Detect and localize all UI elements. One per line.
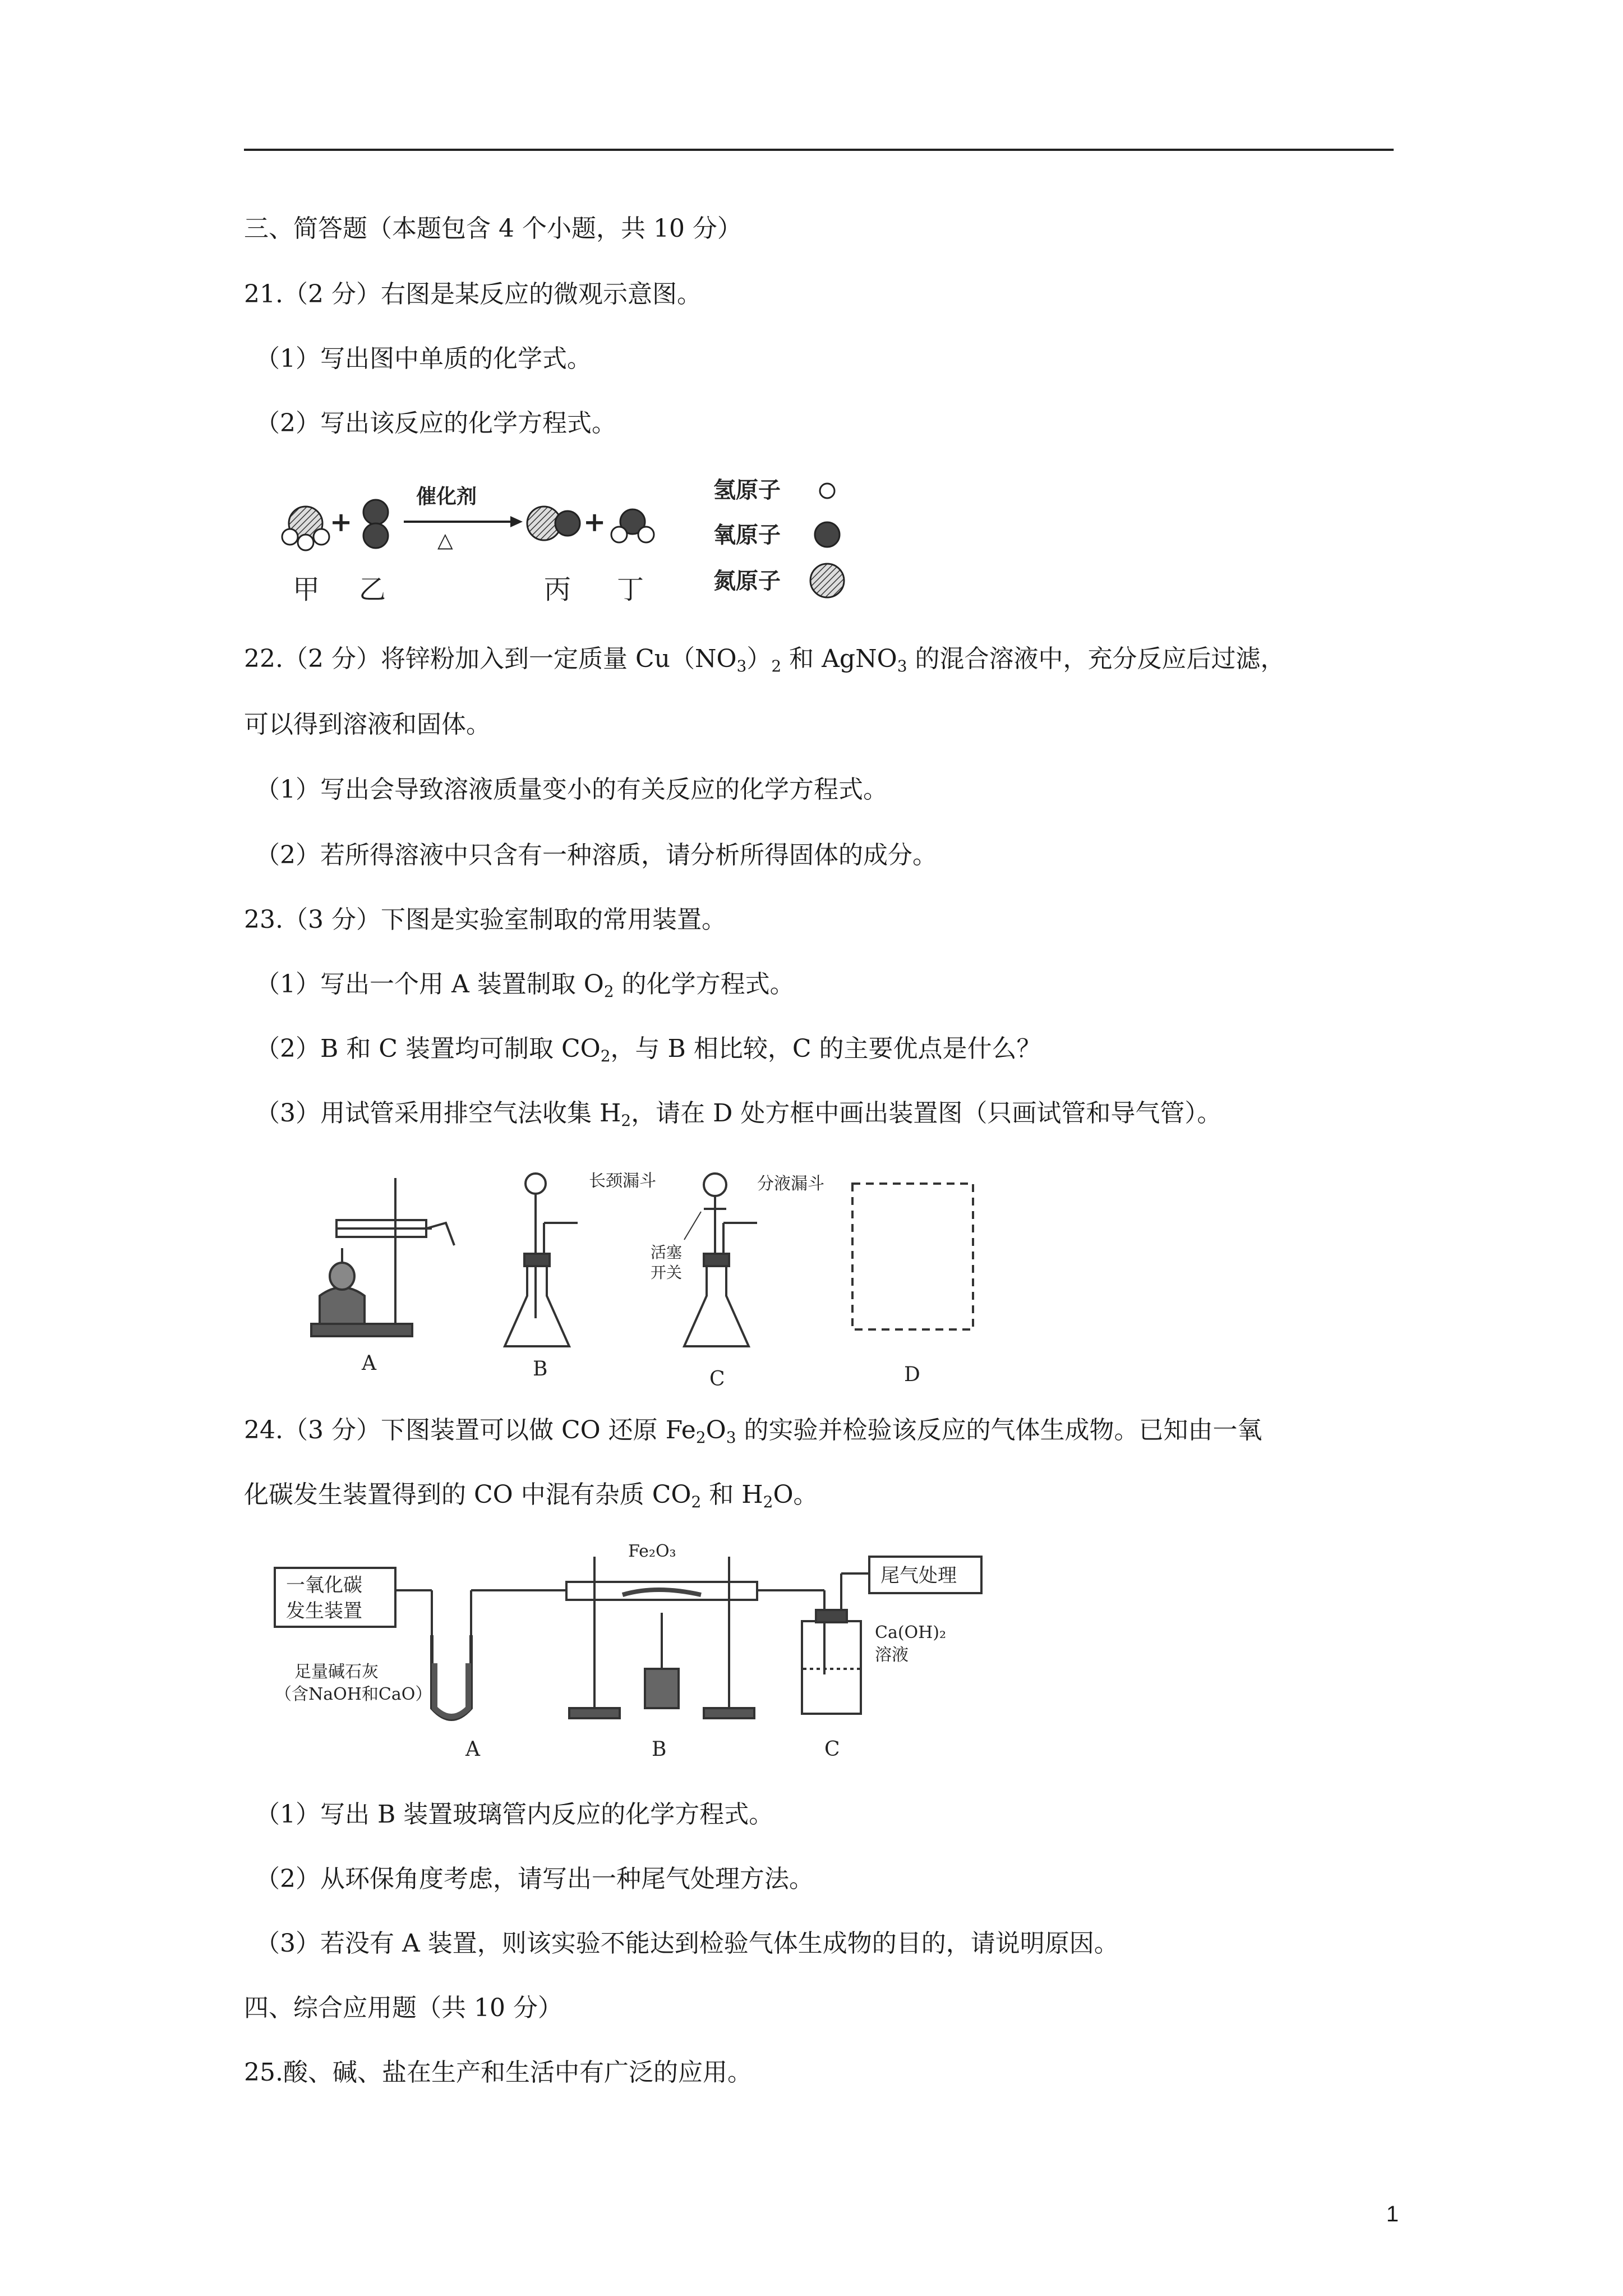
q23-part1: （1）写出一个用 A 装置制取 $O_2$ 的化学方程式。 [255, 970, 795, 1001]
legend-hydrogen: 氢原子 [713, 477, 781, 503]
q22-part2: （2）若所得溶液中只含有一种溶质，请分析所得固体的成分。 [255, 841, 937, 869]
soda-lime-label-2: （含NaOH和CaO） [275, 1685, 432, 1704]
fe2o3-label: Fe₂O₃ [628, 1542, 676, 1561]
label-ding: 丁 [617, 574, 644, 605]
legend-oxygen: 氧原子 [713, 522, 781, 548]
separatory-funnel-label: 分液漏斗 [757, 1174, 824, 1194]
q23-part2: （2）B 和 C 装置均可制取 $CO_2$，与 B 相比较，C 的主要优点是什么？ [255, 1034, 1041, 1065]
label-d: D [904, 1363, 920, 1386]
header-rule [244, 149, 1394, 151]
q23-apparatus-diagram [252, 1167, 1038, 1391]
catalyst-label: 催化剂 [416, 485, 477, 508]
label-c: C [824, 1738, 840, 1761]
label-c: C [709, 1368, 725, 1391]
label-b: B [652, 1738, 667, 1761]
apparatus-a [311, 1178, 454, 1336]
q21-part1: （1）写出图中单质的化学式。 [255, 344, 592, 373]
q24-part1: （1）写出 B 装置玻璃管内反应的化学方程式。 [255, 1800, 774, 1829]
q25-stem: 25.酸、碱、盐在生产和生活中有广泛的应用。 [244, 2058, 752, 2087]
legend-nitrogen: 氮原子 [713, 568, 781, 594]
q24-stem: 24.（3 分）下图装置可以做 CO 还原 $Fe_2O_3$ 的实验并检验该反应的气体生成物。已知由一氧 [244, 1416, 1262, 1447]
label-a: A [465, 1738, 480, 1761]
stopcock-label-1: 活塞 [651, 1243, 683, 1262]
section-3-heading: 三、简答题（本题包含 4 个小题，共 10 分） [244, 214, 742, 243]
molecule-yi [363, 500, 388, 548]
stopcock-label-2: 开关 [651, 1263, 683, 1282]
q24-stem-cont: 化碳发生装置得到的 CO 中混有杂质 $CO_2$ 和 $H_2O$。 [244, 1480, 818, 1511]
q22-stem: 22.（2 分）将锌粉加入到一定质量 $Cu(NO_3)_2$ 和 AgNO$_3$ 的混合溶液中，充分反应后过滤， [244, 645, 1285, 675]
label-yi: 乙 [359, 574, 386, 605]
q21-reaction-diagram [275, 468, 858, 614]
q21-part2: （2）写出该反应的化学方程式。 [255, 409, 616, 438]
tail-gas-label: 尾气处理 [880, 1565, 957, 1587]
page-number: 1 [1386, 2202, 1399, 2226]
molecule-ding [611, 509, 654, 542]
label-jia: 甲 [293, 574, 320, 605]
apparatus-c [684, 1174, 757, 1346]
section-4-heading: 四、综合应用题（共 10 分） [244, 1994, 562, 2022]
svg-text:+: + [330, 507, 353, 538]
caoh2-label-1: Ca(OH)₂ [875, 1623, 947, 1642]
label-a: A [362, 1352, 376, 1375]
bottle-c [802, 1621, 861, 1714]
soda-lime-label-1: 足量碱石灰 [294, 1662, 379, 1682]
q22-stem-cont: 可以得到溶液和固体。 [244, 710, 491, 739]
heat-symbol: △ [437, 529, 453, 552]
long-funnel-label: 长颈漏斗 [589, 1171, 656, 1191]
q23-stem: 23.（3 分）下图是实验室制取的常用装置。 [244, 905, 726, 934]
q24-part2: （2）从环保角度考虑，请写出一种尾气处理方法。 [255, 1865, 814, 1893]
label-b: B [533, 1358, 548, 1381]
q24-apparatus-diagram [264, 1540, 993, 1764]
caoh2-label-2: 溶液 [875, 1645, 909, 1665]
svg-text:+: + [583, 507, 606, 538]
co-generator-label-1: 一氧化碳 [286, 1574, 362, 1596]
q21-stem: 21.（2 分）右图是某反应的微观示意图。 [244, 280, 702, 309]
q24-part3: （3）若没有 A 装置，则该实验不能达到检验气体生成物的目的，请说明原因。 [255, 1929, 1119, 1958]
molecule-bing [527, 507, 580, 540]
q22-part1: （1）写出会导致溶液质量变小的有关反应的化学方程式。 [255, 775, 888, 804]
molecule-jia [282, 507, 329, 550]
apparatus-b [505, 1174, 578, 1346]
apparatus-d-box [852, 1184, 973, 1329]
u-tube-a [432, 1635, 471, 1719]
label-bing: 丙 [544, 574, 571, 605]
q23-part3: （3）用试管采用排空气法收集 $H_2$，请在 D 处方框中画出装置图（只画试管和导气管）。 [255, 1099, 1222, 1130]
co-generator-label-2: 发生装置 [286, 1600, 362, 1622]
